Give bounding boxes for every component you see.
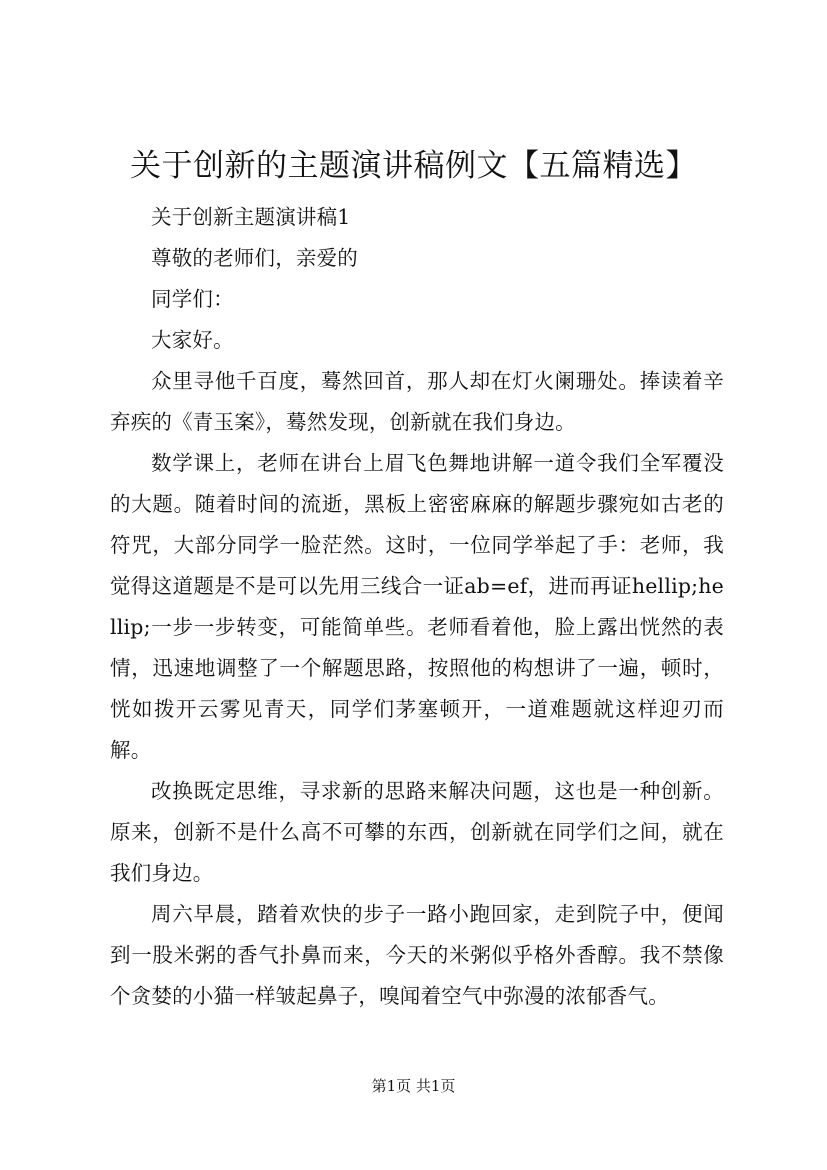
paragraph-body: 数学课上，老师在讲台上眉飞色舞地讲解一道令我们全军覆没的大题。随着时间的流逝，黑板上密密麻麻的解题步骤宛如古老的符咒，大部分同学一脸茫然。这时，一位同学举起了手：老师，我觉得这道题是不是可以先用三线合一证ab=ef，进而再证hellip;hellip;一步一步转变，可能简单些。老师看着他，脸上露出恍然的表情，迅速地调整了一个解题思路，按照他的构想讲了一遍，顿时，恍如拨开云雾见青天，同学们茅塞顿开，一道难题就这样迎刃而解。 (110, 451, 724, 762)
paragraph-body: 众里寻他千百度，蓦然回首，那人却在灯火阑珊处。捧读着辛弃疾的《青玉案》，蓦然发现，创新就在我们身边。 (110, 369, 724, 434)
paragraph-heading: 关于创新主题演讲稿1 (151, 205, 351, 229)
paragraph-body: 周六早晨，踏着欢快的步子一路小跑回家，走到院子中，便闻到一股米粥的香气扑鼻而来，今天的米粥似乎格外香醇。我不禁像个贪婪的小猫一样皱起鼻子，嗅闻着空气中弥漫的浓郁香气。 (110, 902, 724, 1008)
document-title: 关于创新的主题演讲稿例文【五篇精选】 (130, 148, 697, 184)
document-body (110, 197, 724, 1017)
paragraph-greeting: 大家好。 (151, 328, 234, 352)
paragraph-salutation-cont: 同学们： (151, 287, 234, 311)
paragraph-salutation: 尊敬的老师们，亲爱的 (151, 246, 358, 270)
paragraph-body: 改换既定思维，寻求新的思路来解决问题，这也是一种创新。原来，创新不是什么高不可攀的东西，创新就在同学们之间，就在我们身边。 (110, 779, 724, 885)
page-number-footer: 第1页 共1页 (371, 1077, 456, 1095)
